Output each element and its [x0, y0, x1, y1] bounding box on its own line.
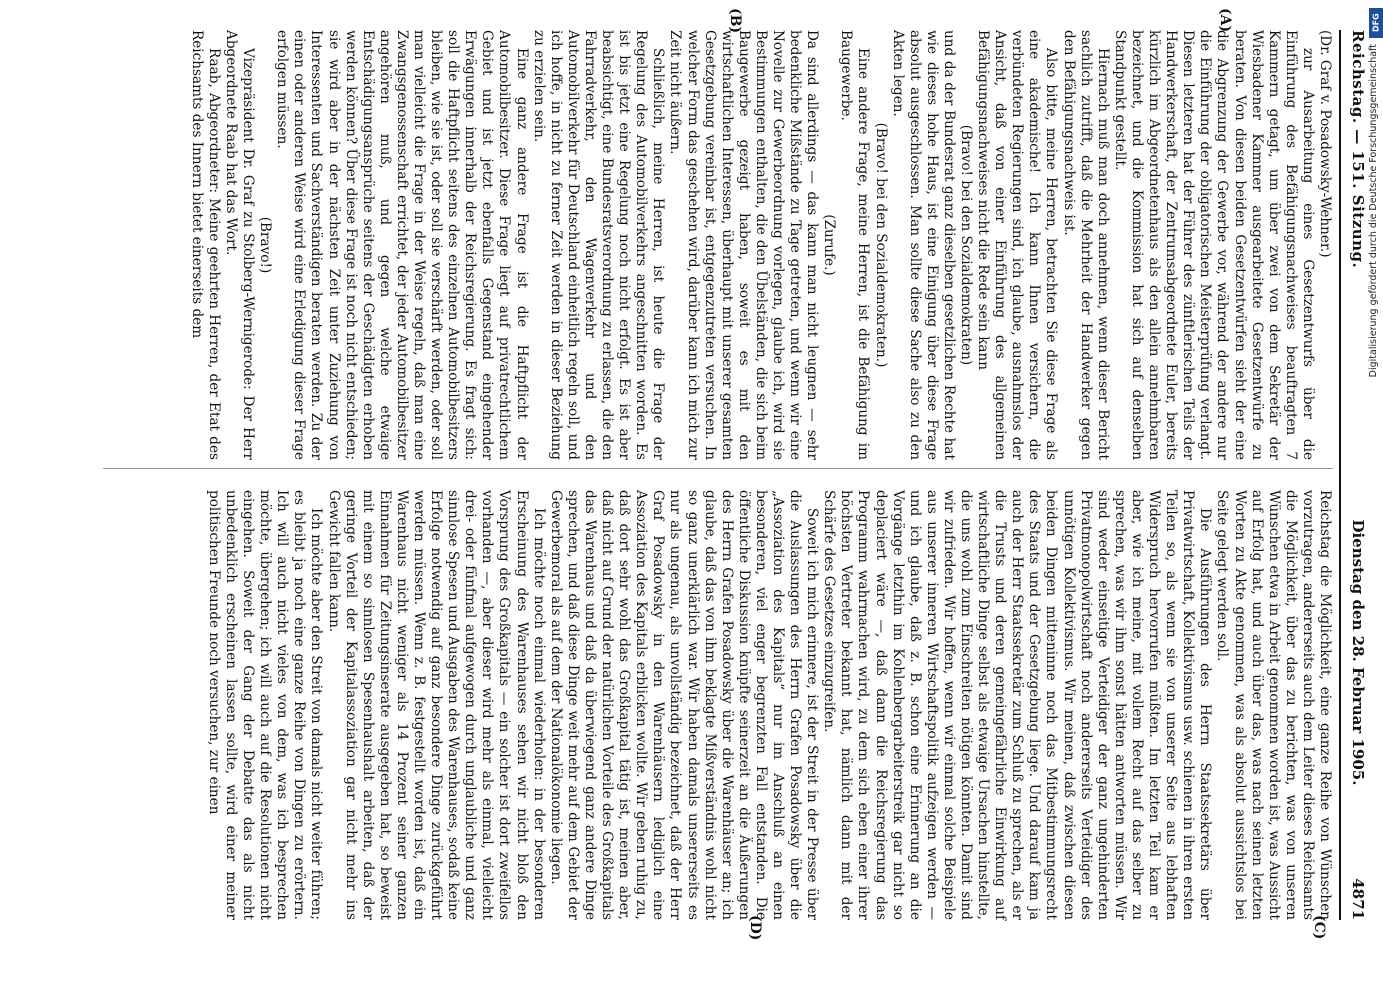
page-number: 4871 [1349, 878, 1367, 920]
scanned-page [83, 10, 1383, 940]
margin-marker-d: (D) [747, 915, 763, 941]
header-date: Dienstag den 28. Februar 1905. [1349, 519, 1367, 786]
interjection: (Bravo! bei den Sozialdemokraten.) [872, 122, 889, 368]
page-header [1343, 30, 1373, 920]
paragraph: Da sind allerdings — das kann man nicht leugnen — sehr bedenkliche Mißstände zu Tage getreten, und wenn wir eine Novelle zur Gewerbeordnung vorlegen, glaube ich, wird sie Bestimmungen enthalten, die den Übelständen, die sich beim Baugewerbe gezeigt haben, soweit es mit den wirtschaftlichen Interessen, überhaupt mit unserer gesamten Gesetzgebung vereinbar ist, entgegenzutreten versuchen. In welcher Form das geschehen wird, darüber kann ich mich zur Zeit nicht äußern. [667, 30, 821, 460]
interjection: (Bravo!) [257, 216, 274, 274]
column-divider [103, 468, 1333, 469]
paragraph: Vizepräsident Dr. Graf zu Stolberg-Wernigerode: Der Herr Abgeordnete Raab hat das Wort. [223, 30, 257, 460]
paragraph: Ich möchte aber den Streit von damals nicht weiter führen; es bleibt ja noch eine ganze Reihe von Dingen zu erörtern. Ich will auch nicht vieles von dem, was ich besprechen möchte, übergehen; ich will auch auf die Resolutionen nicht eingehen. Soweit der Gang der Debatte das als nicht unbedenklich erscheinen lassen sollte, wird einer meiner politischen Freunde noch versuchen, zur einen [205, 490, 325, 920]
header-rule [1339, 30, 1341, 920]
paragraph: Ich möchte noch einmal wiederholen: in der besonderen Erscheinung des Warenhauses sehen wir nicht bloß den Vorsprung des Großkapitals — ein solcher ist dort zweifellos vorhanden —, aber dieser wird mehr als einmal, vielleicht drei- oder fünfmal aufgewogen durch unglaubliche und ganz sinnlose Spesen und Ausgaben des Warenhauses, sodaß keine Erfolge notwendig auf ganz besondere Dinge zurückgeführt werden müssen. Wenn z. B. festgestellt worden ist, daß ein Warenhaus nicht weniger als 14 Prozent seiner ganzen Einnahmen für Zeitungsinserate ausgegeben hat, so beweist mit einem so sinnlosen Spesenhaushalt arbeiten, daß der geringe Vorteil der Kapitalassoziation gar nicht mehr ins Gewicht fallen kann. [325, 490, 547, 920]
dfg-logo: DFG [1369, 8, 1383, 38]
digitization-credit: Digitalisierung gefördert durch die Deutsche Forschungsgemeinschaft [1367, 44, 1379, 378]
paragraph: Reichstag die Möglichkeit, eine ganze Reihe von Wünschen vorzutragen, andererseits auch dem Leiter dieses Reichsamts die Möglichkeit, über das zu berichten, was von unseren Wünschen etwa in Arbeit genommen worden ist, was Aussicht auf Erfolg hat, und auch über das, was nach seinen letzten Worten zu Akte genommen, was als absolut aussichtslos bei Seite gelegt werden soll. [1214, 490, 1333, 920]
speaker-line: (Dr. Graf v. Posadowsky-Wehner.) [1317, 30, 1333, 258]
paragraph: Schließlich, meine Herren, ist heute die Frage der Regelung des Automobilverkehrs angeschnitten worden. Es ist bis jetzt eine Regelung noch nicht erfolgt. Es ist aber beabsichtigt, eine Bundesratsverordnung zu erlassen, die den Fahrradverkehr, den Wagenverkehr und den Automobilverkehr für Deutschland einheitlich regeln soll, und ich hoffe, in nicht zu ferner Zeit werden in dieser Beziehung zu erzielen sein. [530, 30, 667, 460]
paragraph: Eine ganz andere Frage ist die Haftpflicht der Automobilbesitzer. Diese Frage liegt auf privatrechtlichem Gebiet und ist jetzt ebenfalls Gegenstand eingehender Erwägungen innerhalb der Reichsregierung. Es fragt sich: soll die Haftpflicht seitens des einzelnen Automobilbesitzers bleiben, wie sie ist, oder soll sie verschärft werden, oder soll man vielleicht die Frage in der Weise regeln, daß man eine Zwangsgenossenschaft errichtet, der jeder Automobilbesitzer angehören muß, und gegen welche etwaige Entschädigungsansprüche seitens der Geschädigten erhoben werden können? Über diese Frage ist noch nicht entschieden; sie wird aber in der nächsten Zeit unter Zuziehung von Interessenten und Sachverständigen beraten werden. Zu der einen oder anderen Weise wird eine Erledigung dieser Frage erfolgen müssen. [274, 30, 530, 460]
paragraph: Also bitte, meine Herren, betrachten Sie diese Frage als eine akademische! Ich kann Ihnen versichern, die verbündeten Regierungen sind, ich glaube, ausnahmslos der Ansicht, daß von einer Einführung des allgemeinen Befähigungsnachweises nicht die Rede sein kann [975, 30, 1060, 460]
margin-marker-a: (A) [1217, 8, 1233, 33]
right-column [205, 490, 1333, 920]
margin-marker-b: (B) [727, 8, 743, 34]
paragraph: Die Ausführungen des Herrn Staatssekretärs über Privatwirtschaft, Kollektivismus usw. schienen in ihren ersten Teilen so, als wenn sie von unserer Seite aus lebhaften Widerspruch hervorrufen müßten. Im letzten Teil kam er aber, wie ich meine, mit vollem Recht auf das selber zu sprechen, was wir ihm sonst hätten antworten müssen. Wir sind weder einseitige Verteidiger der ganz ungehinderten Privatmonopolwirtschaft noch andererseits Verteidiger des unnötigen Kollektivismus. Wir meinen, daß zwischen diesen beiden Dingen mitteninne noch das Mitbestimmungsrecht des Staats und der Gesetzgebung liege. Und darauf kam ja auch der Herr Staatssekretär zum Schluß zu sprechen, als er die Trusts und deren gemeingefährliche Einwirkung auf wirtschaftliche Dinge selbst als etwaige Ursachen hinstellte, die uns wohl zum Einschreiten nötigen könnten. Damit sind wir zufrieden. Wir hoffen, wenn wir einmal solche Beispiele aus unserer inneren Wirtschaftspolitik aufzeigen werden — und ich glaube, daß z. B. schon eine Erinnerung an die Vorgänge letzthin im Kohlenbergarbeiterstreik gar nicht so deplaciert wäre —, daß dann die Reichsregierung das Programm wahrmachen wird, zu dem sich eben einer ihrer höchsten Vertreter bekannt hat, nämlich dann mit der Schärfe des Gesetzes einzugreifen. [821, 490, 1214, 920]
paragraph: zur Ausarbeitung eines Gesetzentwurfs über die Einführung des Befähigungsnachweises beauftragten 7 Kammern getagt, um über zwei von dem Sekretär der Wiesbadener Kammer ausgearbeitete Gesetzentwürfe zu beraten. Von diesen beiden Gesetzentwürfen sieht der eine die Abgrenzung der Gewerbe vor, während der andere nur die Einführung der obligatorischen Meisterprüfung verlangt. Diesen letzteren hat der Führer des zünftlerischen Teils der Handwerkerschaft, der Zentrumsabgeordnete Euler, bereits kürzlich im Abgeordnetenhaus als den allein annehmbaren bezeichnet, und die Kommission hat sich auf denselben Standpunkt gestellt. [1111, 30, 1316, 460]
margin-marker-c: (C) [1311, 915, 1327, 940]
paragraph: Eine andere Frage, meine Herren, ist die Befähigung im Baugewerbe. [838, 30, 872, 460]
paragraph: Soweit ich mich erinnere, ist der Streit in der Presse über die Auslassungen des Herrn Grafen Posadowsky über die „Assoziation des Kapitals“ nur im Anschluß an einen besonderen, viel enger begrenzten Fall entstanden. Die öffentliche Diskussion knüpfte seinerzeit an die Äußerungen des Herrn Grafen Posadowsky über die Warenhäuser an; ich glaube, daß das von ihm beklagte Mißverständnis wohl nicht so ganz unerklärlich war. Wir haben damals unsererseits es nur als ungenau, als unvollständig bezeichnet, daß der Herr Graf Posadowsky in den Warenhäusern lediglich eine Assoziation des Kapitals erblicken wollte. Wir geben ruhig zu, daß dort sehr wohl das Großkapital tätig ist, meinen aber, daß nicht auf Grund der natürlichen Vorteile des Großkapitals das Warenhaus und daß da überwiegend ganz andere Dinge sprechen, und daß diese Dinge weit mehr auf dem Gebiet der Gewerbemoral als auf dem der Nationalökonomie liegen. [547, 490, 821, 920]
interjection: (Bravo! bei den Sozialdemokraten) [958, 124, 975, 366]
header-session: Reichstag. — 151. Sitzung. [1349, 30, 1367, 269]
paragraph: Hiernach muß man doch annehmen, wenn dieser Bericht sachlich zutrifft, daß die Mehrheit der Handwerker gegen den Befähigungsnachweis ist. [1060, 30, 1111, 460]
paragraph: und da der Bundesrat ganz dieselben gesetzlichen Rechte hat wie dieses hohe Haus, ist eine Einigung über diese Frage absolut ausgeschlossen. Man sollte diese Sache also zu den Akten legen. [889, 30, 957, 460]
left-column [188, 30, 1333, 460]
interjection: (Zurufe.) [821, 214, 838, 276]
paragraph: Raab, Abgeordneter: Meine geehrten Herren, der Etat des Reichsamts des Innern bietet einerseits dem [188, 30, 222, 460]
